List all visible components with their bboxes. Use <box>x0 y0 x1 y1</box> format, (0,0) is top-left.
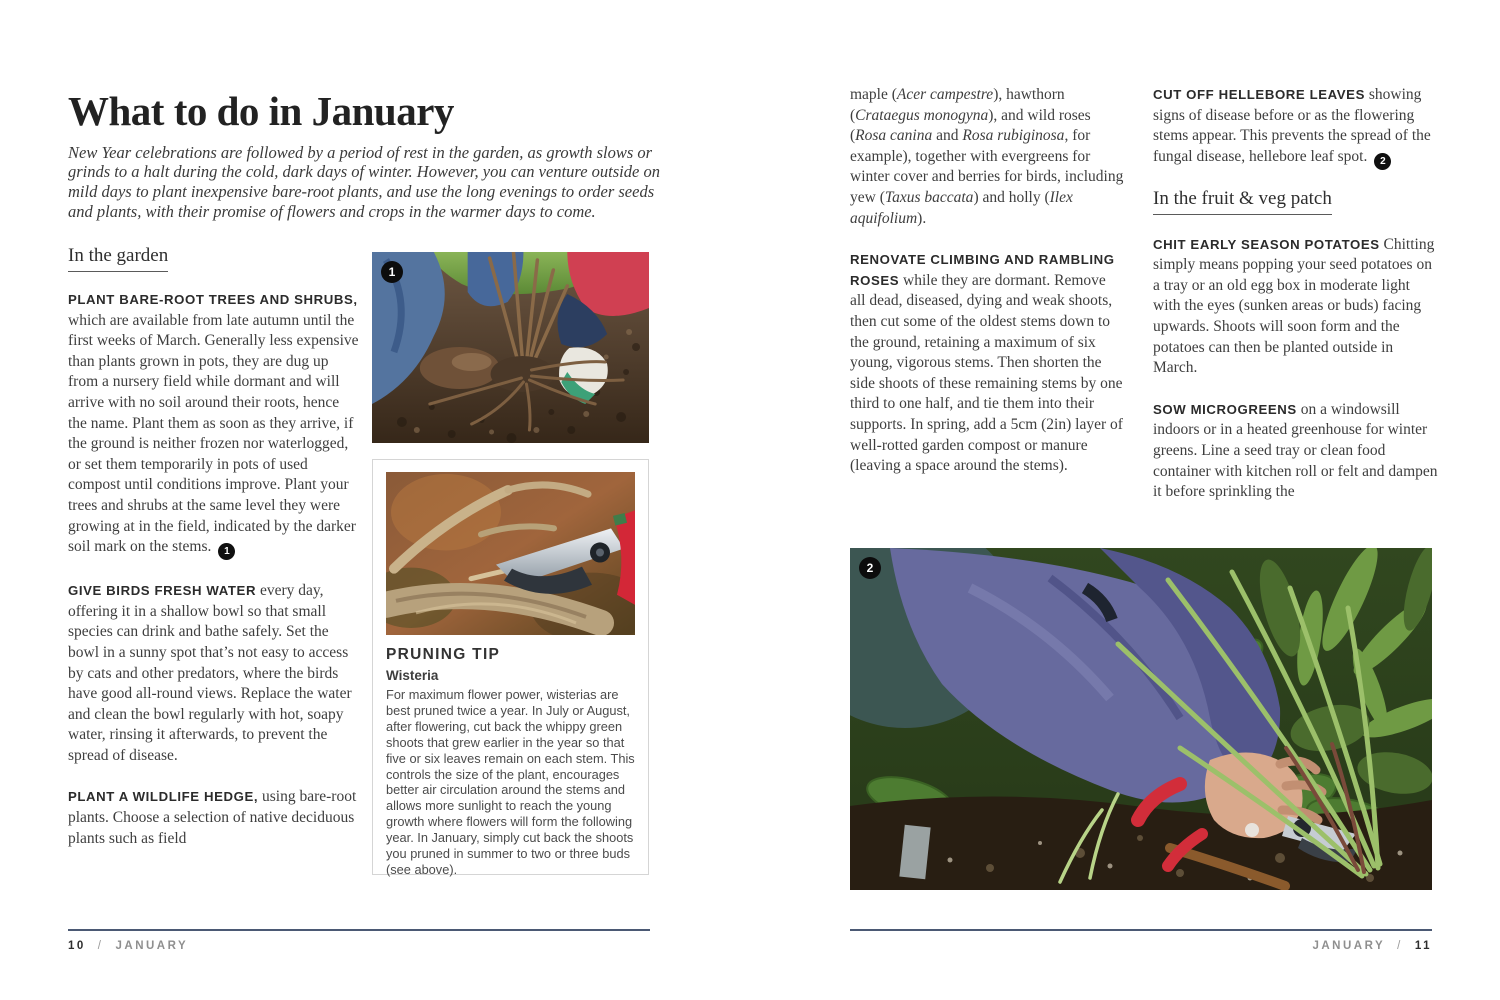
paragraph-text: on a windowsill indoors or in a heated greenhouse for winter greens. Line a seed tray or clean food container with kitchen roll or felt and dampen it before sprinkling the <box>1153 400 1438 501</box>
left-footer-month: JANUARY <box>115 940 189 952</box>
bare-root-planting-illustration <box>372 252 649 443</box>
paragraph-lead-in: CHIT EARLY SEASON POTATOES <box>1153 236 1380 252</box>
paragraph-text: ), and wild roses ( <box>850 106 1091 145</box>
photo1-step-badge: 1 <box>381 261 403 283</box>
paragraph-plant-wildlife-hedge <box>68 787 361 849</box>
paragraph-text: while they are dormant. Remove all dead, diseased, dying and weak shoots, then cut some of the oldest stems down to the ground, retaining a maximum of six young, vigorous stems. Then shorten the side shoots of these remaining stems by one third to one half, and tie them into their supports. In spring, add a 5cm (2in) layer of well-rotted garden compost or manure (leaving a space around the stems). <box>850 271 1123 475</box>
paragraph-text: showing signs of disease before or as the flowering stems appear. This prevents the spread of the fungal disease, hellebore leaf spot. <box>1153 86 1431 165</box>
paragraph-hedge-species <box>850 85 1125 229</box>
pruning-tip-box <box>372 459 649 875</box>
hellebore-cutting-illustration <box>850 548 1432 890</box>
section-heading-fruit-veg-patch: In the fruit & veg patch <box>1153 188 1332 215</box>
paragraph-text: Taxus baccata <box>884 188 974 206</box>
left-text-column <box>68 290 361 870</box>
paragraph-renovate-roses <box>850 250 1125 477</box>
left-footer-separator: / <box>97 940 104 952</box>
right-footer-separator: / <box>1397 940 1403 952</box>
paragraph-text: , for example), together with evergreens for winter cover and berries for birds, including yew ( <box>850 127 1124 206</box>
photo2-step-badge: 2 <box>859 557 881 579</box>
paragraph-chit-potatoes <box>1153 235 1438 379</box>
tip-heading: PRUNING TIP <box>386 646 501 663</box>
paragraph-text: Rosa canina <box>855 127 933 145</box>
paragraph-plant-bare-root <box>68 290 361 560</box>
tip-body-text: For maximum flower power, wisterias are best pruned twice a year. In July or August, after flowering, cut back the whippy green shoots that grew earlier in the year so that five or six leaves remain on each stem. This controls the size of the plant, encourages better air circulation around the stems and allows more sunlight to reach the young growth where flowers will form the following year. In January, simply cut back the shoots you pruned in summer to two or three buds (see above). <box>386 687 635 877</box>
paragraph-text: ), hawthorn ( <box>850 86 1065 124</box>
paragraph-text: Ilex aquifolium <box>850 188 1073 227</box>
left-page-footer <box>68 929 650 952</box>
paragraph-text: and <box>932 127 963 145</box>
paragraph-text: ). <box>917 209 927 227</box>
photo-wisteria-pruning <box>386 472 635 635</box>
paragraph-text: Crataegus monogyna <box>855 106 989 124</box>
paragraph-lead-in: RENOVATE CLIMBING AND RAMBLING ROSES <box>850 252 1115 288</box>
paragraph-lead-in: CUT OFF HELLEBORE LEAVES <box>1153 87 1365 102</box>
step-badge: 2 <box>1374 153 1391 170</box>
paragraph-text: using bare-root plants. Choose a selection of native deciduous plants such as field <box>68 788 357 847</box>
section-heading-in-the-garden: In the garden <box>68 245 168 272</box>
right-footer-month: JANUARY <box>1312 940 1386 952</box>
right-page-number: 11 <box>1414 940 1432 952</box>
paragraph-lead-in: SOW MICROGREENS <box>1153 401 1297 417</box>
paragraph-lead-in: PLANT A WILDLIFE HEDGE, <box>68 789 259 805</box>
intro-paragraph: New Year celebrations are followed by a period of rest in the garden, as growth slows or grinds to a halt during the cold, dark days of winter. However, you can venture outside on mild days to plant inexpensive bare-root plants, and use the long evenings to order seeds and plants, with their promise of flowers and crops in the warmer days to come. <box>68 142 660 221</box>
step-badge: 1 <box>218 543 235 560</box>
paragraph-text: Chitting simply means popping your seed potatoes on a tray or an old egg box in moderate light with the eyes (sunken areas or buds) facing upwards. Shoots will soon form and the potatoes can then be planted outside in March. <box>1153 235 1435 377</box>
right-column-b <box>1153 85 1438 524</box>
page-title: What to do in January <box>68 88 454 135</box>
wisteria-pruning-illustration <box>386 472 635 635</box>
paragraph-text: Acer campestre <box>896 86 994 103</box>
paragraph-give-birds-water <box>68 581 361 766</box>
paragraph-lead-in: PLANT BARE-ROOT TREES AND SHRUBS, <box>68 292 358 307</box>
tip-subheading: Wisteria <box>386 668 439 683</box>
left-page-number: 10 <box>68 940 86 952</box>
paragraph-text: maple ( <box>850 86 897 103</box>
paragraph-text: every day, offering it in a shallow bowl so that small species can drink and bathe safely. Set the bowl in a sunny spot that’s not easy to access by cats and other predators, where the birds have good all-round views. Replace the water and clean the bowl regularly with hot, soapy water, rinsing it afterwards, to prevent the spread of disease. <box>68 582 352 764</box>
photo-bare-root-planting <box>372 252 649 443</box>
paragraph-sow-microgreens <box>1153 400 1438 503</box>
paragraph-text: ) and holly ( <box>973 188 1050 206</box>
paragraph-hellebore-leaves <box>1153 85 1438 170</box>
right-column-a <box>850 85 1125 498</box>
paragraph-text: which are available from late autumn until the first weeks of March. Generally less expensive than plants grown in pots, they are dug up from a nursery field while dormant and will arrive with no soil around their roots, hence the name. Plant them as soon as they arrive, if the ground is neither frozen nor waterlogged, or set them temporarily in pots of used compost until conditions improve. Plant your trees and shrubs at the same level they were growing at in the field, indicated by the darker soil mark on the stems. <box>68 311 359 556</box>
paragraph-text: Rosa rubiginosa <box>962 127 1065 145</box>
photo-hellebore-cutting <box>850 548 1432 890</box>
right-page-footer <box>850 929 1432 952</box>
paragraph-lead-in: GIVE BIRDS FRESH WATER <box>68 583 257 599</box>
